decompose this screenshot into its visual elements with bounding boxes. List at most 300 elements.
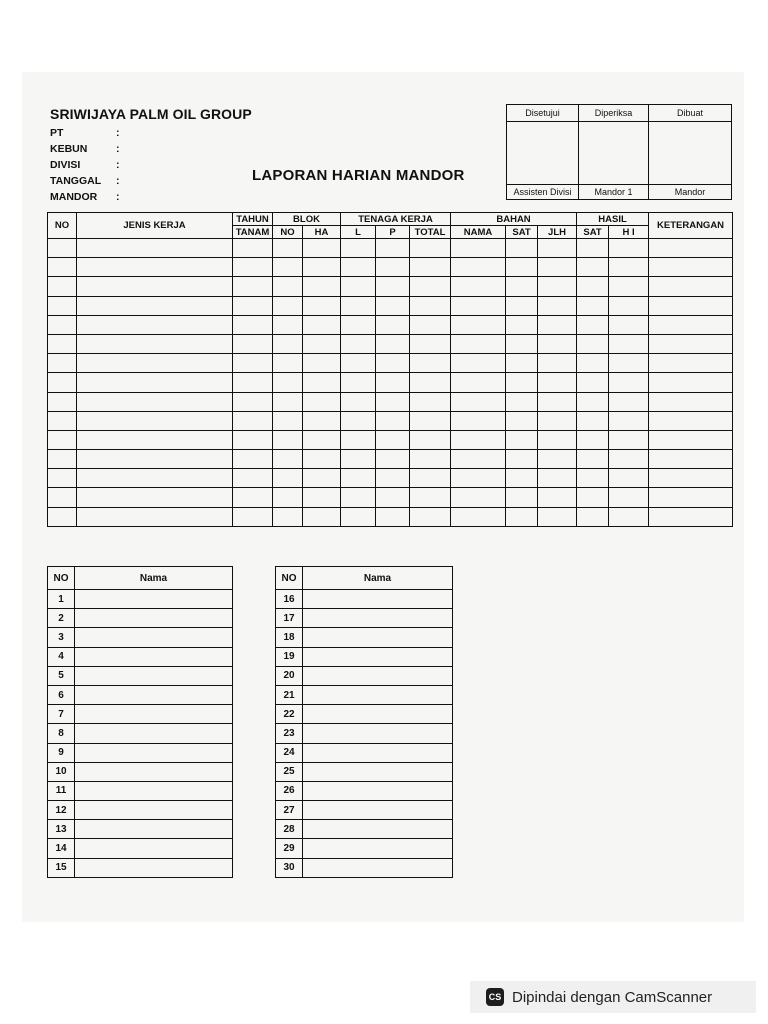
signature-cell bbox=[507, 122, 579, 185]
report-cell bbox=[341, 450, 376, 469]
report-cell bbox=[649, 373, 733, 392]
report-cell bbox=[649, 411, 733, 430]
name-list-number: 22 bbox=[276, 705, 303, 724]
report-cell bbox=[303, 507, 341, 526]
report-cell bbox=[273, 488, 303, 507]
name-list-number: 1 bbox=[48, 590, 75, 609]
name-list-rows bbox=[276, 590, 453, 878]
report-cell bbox=[410, 296, 451, 315]
report-cell bbox=[48, 239, 77, 258]
report-cell bbox=[233, 450, 273, 469]
report-row bbox=[48, 507, 733, 526]
name-list-name-cell bbox=[75, 781, 233, 800]
report-cell bbox=[451, 430, 506, 449]
name-list-number: 24 bbox=[276, 743, 303, 762]
approval-diperiksa: Diperiksa bbox=[579, 105, 649, 122]
report-cell bbox=[410, 315, 451, 334]
report-cell bbox=[233, 488, 273, 507]
report-cell bbox=[77, 277, 233, 296]
report-row bbox=[48, 239, 733, 258]
col-blok: BLOK bbox=[273, 213, 341, 226]
name-list-name-cell bbox=[75, 705, 233, 724]
report-cell bbox=[376, 258, 410, 277]
report-cell bbox=[48, 334, 77, 353]
name-list-row bbox=[48, 781, 233, 800]
name-list-name-cell bbox=[303, 839, 453, 858]
name-list-row bbox=[48, 685, 233, 704]
report-cell bbox=[376, 469, 410, 488]
name-list-left bbox=[47, 566, 233, 878]
name-list-number: 26 bbox=[276, 781, 303, 800]
scanner-text: Dipindai dengan CamScanner bbox=[512, 988, 713, 1006]
name-list-row bbox=[276, 801, 453, 820]
name-list-name-cell bbox=[303, 590, 453, 609]
report-cell bbox=[273, 296, 303, 315]
report-cell bbox=[233, 507, 273, 526]
report-row bbox=[48, 411, 733, 430]
name-list-number: 23 bbox=[276, 724, 303, 743]
report-cell bbox=[273, 315, 303, 334]
col-tk-l: L bbox=[341, 226, 376, 239]
report-cell bbox=[538, 373, 577, 392]
report-cell bbox=[609, 450, 649, 469]
name-list-row bbox=[48, 666, 233, 685]
report-cell bbox=[303, 334, 341, 353]
report-row bbox=[48, 430, 733, 449]
report-cell bbox=[451, 258, 506, 277]
report-cell bbox=[609, 315, 649, 334]
report-cell bbox=[577, 507, 609, 526]
report-row bbox=[48, 296, 733, 315]
report-cell bbox=[77, 430, 233, 449]
report-cell bbox=[233, 315, 273, 334]
signature-cell bbox=[579, 122, 649, 185]
report-cell bbox=[341, 373, 376, 392]
col-bahan: BAHAN bbox=[451, 213, 577, 226]
report-cell bbox=[451, 411, 506, 430]
report-cell bbox=[48, 469, 77, 488]
report-cell bbox=[506, 373, 538, 392]
name-list-row bbox=[48, 858, 233, 877]
report-cell bbox=[303, 315, 341, 334]
report-cell bbox=[376, 488, 410, 507]
name-list-name-cell bbox=[303, 858, 453, 877]
report-cell bbox=[341, 239, 376, 258]
report-cell bbox=[577, 258, 609, 277]
name-list-name-cell bbox=[303, 647, 453, 666]
name-list-number: 20 bbox=[276, 666, 303, 685]
report-cell bbox=[506, 411, 538, 430]
report-cell bbox=[233, 392, 273, 411]
report-cell bbox=[48, 450, 77, 469]
report-cell bbox=[649, 450, 733, 469]
name-list-row bbox=[48, 647, 233, 666]
report-cell bbox=[609, 488, 649, 507]
report-cell bbox=[410, 488, 451, 507]
approval-disetujui: Disetujui bbox=[507, 105, 579, 122]
report-cell bbox=[451, 450, 506, 469]
report-cell bbox=[233, 258, 273, 277]
signer-assisten: Assisten Divisi bbox=[507, 185, 579, 200]
name-list-name-header: Nama bbox=[75, 567, 233, 590]
report-cell bbox=[410, 450, 451, 469]
name-list-name-cell bbox=[75, 820, 233, 839]
report-cell bbox=[303, 296, 341, 315]
report-cell bbox=[303, 258, 341, 277]
col-no: NO bbox=[48, 213, 77, 239]
report-cell bbox=[341, 277, 376, 296]
report-cell bbox=[649, 430, 733, 449]
report-cell bbox=[233, 334, 273, 353]
name-list-number: 21 bbox=[276, 685, 303, 704]
report-cell bbox=[273, 392, 303, 411]
name-list-row bbox=[48, 609, 233, 628]
name-list-number: 17 bbox=[276, 609, 303, 628]
name-list-row bbox=[48, 762, 233, 781]
name-list-no-header: NO bbox=[48, 567, 75, 590]
report-cell bbox=[273, 507, 303, 526]
report-cell bbox=[538, 277, 577, 296]
name-list-number: 7 bbox=[48, 705, 75, 724]
report-cell bbox=[577, 373, 609, 392]
name-list-name-cell bbox=[303, 666, 453, 685]
report-row bbox=[48, 334, 733, 353]
name-list-row bbox=[276, 609, 453, 628]
report-cell bbox=[77, 354, 233, 373]
name-list-name-cell bbox=[75, 666, 233, 685]
name-list-row bbox=[276, 628, 453, 647]
report-cell bbox=[577, 354, 609, 373]
report-cell bbox=[649, 469, 733, 488]
report-cell bbox=[48, 488, 77, 507]
name-list-row bbox=[276, 820, 453, 839]
report-cell bbox=[376, 373, 410, 392]
col-keterangan: KETERANGAN bbox=[649, 213, 733, 239]
report-cell bbox=[538, 334, 577, 353]
report-rows bbox=[48, 239, 733, 527]
report-cell bbox=[273, 469, 303, 488]
report-cell bbox=[577, 239, 609, 258]
report-cell bbox=[376, 354, 410, 373]
report-cell bbox=[376, 392, 410, 411]
col-bahan-sat: SAT bbox=[506, 226, 538, 239]
report-cell bbox=[303, 373, 341, 392]
report-cell bbox=[538, 258, 577, 277]
report-cell bbox=[649, 334, 733, 353]
report-cell bbox=[410, 507, 451, 526]
name-list-number: 19 bbox=[276, 647, 303, 666]
name-list-row bbox=[276, 858, 453, 877]
report-cell bbox=[77, 507, 233, 526]
report-cell bbox=[649, 296, 733, 315]
report-cell bbox=[341, 296, 376, 315]
report-cell bbox=[303, 277, 341, 296]
report-cell bbox=[341, 507, 376, 526]
report-cell bbox=[233, 373, 273, 392]
report-cell bbox=[303, 354, 341, 373]
name-list-row bbox=[48, 628, 233, 647]
name-list-row bbox=[48, 801, 233, 820]
report-cell bbox=[233, 277, 273, 296]
name-list-row bbox=[48, 724, 233, 743]
report-cell bbox=[609, 354, 649, 373]
name-list-number: 27 bbox=[276, 801, 303, 820]
name-list-name-cell bbox=[75, 609, 233, 628]
col-blok-no: NO bbox=[273, 226, 303, 239]
name-list-row bbox=[276, 705, 453, 724]
report-cell bbox=[451, 507, 506, 526]
report-row bbox=[48, 450, 733, 469]
name-list-name-cell bbox=[75, 801, 233, 820]
report-cell bbox=[609, 296, 649, 315]
report-cell bbox=[77, 411, 233, 430]
report-cell bbox=[609, 469, 649, 488]
report-cell bbox=[77, 315, 233, 334]
report-cell bbox=[48, 392, 77, 411]
name-list-number: 25 bbox=[276, 762, 303, 781]
report-cell bbox=[303, 392, 341, 411]
report-cell bbox=[649, 258, 733, 277]
report-cell bbox=[273, 334, 303, 353]
field-mandor: MANDOR : bbox=[50, 191, 120, 203]
report-cell bbox=[506, 258, 538, 277]
report-cell bbox=[538, 411, 577, 430]
name-list-row bbox=[276, 743, 453, 762]
name-list-number: 14 bbox=[48, 839, 75, 858]
name-list-row bbox=[276, 724, 453, 743]
name-list-number: 15 bbox=[48, 858, 75, 877]
name-list-name-cell bbox=[303, 781, 453, 800]
report-cell bbox=[233, 411, 273, 430]
name-list-number: 2 bbox=[48, 609, 75, 628]
company-name: SRIWIJAYA PALM OIL GROUP bbox=[50, 106, 252, 122]
report-cell bbox=[233, 296, 273, 315]
report-cell bbox=[506, 488, 538, 507]
report-cell bbox=[451, 373, 506, 392]
report-cell bbox=[48, 430, 77, 449]
report-cell bbox=[233, 469, 273, 488]
name-list-number: 29 bbox=[276, 839, 303, 858]
name-list-number: 12 bbox=[48, 801, 75, 820]
report-cell bbox=[577, 277, 609, 296]
report-cell bbox=[77, 334, 233, 353]
report-cell bbox=[451, 277, 506, 296]
report-cell bbox=[577, 488, 609, 507]
name-list-number: 28 bbox=[276, 820, 303, 839]
name-list-row bbox=[276, 647, 453, 666]
report-cell bbox=[609, 277, 649, 296]
name-list-number: 6 bbox=[48, 685, 75, 704]
report-cell bbox=[506, 430, 538, 449]
name-list-name-header: Nama bbox=[303, 567, 453, 590]
report-cell bbox=[577, 296, 609, 315]
report-cell bbox=[538, 430, 577, 449]
name-list-name-cell bbox=[303, 628, 453, 647]
col-hasil-sat: SAT bbox=[577, 226, 609, 239]
report-cell bbox=[506, 469, 538, 488]
report-cell bbox=[538, 392, 577, 411]
report-cell bbox=[577, 334, 609, 353]
field-kebun: KEBUN : bbox=[50, 143, 120, 155]
report-cell bbox=[410, 277, 451, 296]
report-cell bbox=[48, 354, 77, 373]
name-list-row bbox=[48, 705, 233, 724]
report-cell bbox=[303, 469, 341, 488]
field-pt: PT : bbox=[50, 127, 120, 139]
col-tk-total: TOTAL bbox=[410, 226, 451, 239]
name-list-name-cell bbox=[75, 647, 233, 666]
report-cell bbox=[273, 258, 303, 277]
name-list-row bbox=[276, 839, 453, 858]
report-cell bbox=[77, 258, 233, 277]
name-list-name-cell bbox=[75, 743, 233, 762]
report-cell bbox=[303, 488, 341, 507]
report-cell bbox=[577, 411, 609, 430]
report-cell bbox=[376, 450, 410, 469]
name-list-number: 18 bbox=[276, 628, 303, 647]
report-cell bbox=[273, 354, 303, 373]
col-hasil-hi: H I bbox=[609, 226, 649, 239]
signer-mandor-1: Mandor 1 bbox=[579, 185, 649, 200]
report-cell bbox=[341, 315, 376, 334]
report-cell bbox=[609, 507, 649, 526]
report-cell bbox=[451, 354, 506, 373]
name-list-row bbox=[276, 685, 453, 704]
col-jenis-kerja: JENIS KERJA bbox=[77, 213, 233, 239]
name-list-name-cell bbox=[75, 724, 233, 743]
report-cell bbox=[609, 430, 649, 449]
report-cell bbox=[77, 450, 233, 469]
name-list-name-cell bbox=[75, 839, 233, 858]
name-list-name-cell bbox=[75, 858, 233, 877]
report-cell bbox=[506, 354, 538, 373]
report-cell bbox=[451, 488, 506, 507]
col-blok-ha: HA bbox=[303, 226, 341, 239]
report-cell bbox=[506, 315, 538, 334]
name-list-row bbox=[276, 762, 453, 781]
report-cell bbox=[410, 239, 451, 258]
header-fields bbox=[50, 125, 120, 205]
report-cell bbox=[649, 239, 733, 258]
report-cell bbox=[506, 334, 538, 353]
col-hasil: HASIL bbox=[577, 213, 649, 226]
report-cell bbox=[341, 392, 376, 411]
daily-report-table bbox=[47, 212, 733, 527]
report-cell bbox=[77, 469, 233, 488]
report-cell bbox=[376, 507, 410, 526]
report-cell bbox=[410, 354, 451, 373]
report-cell bbox=[538, 469, 577, 488]
report-cell bbox=[410, 258, 451, 277]
name-list-row bbox=[276, 781, 453, 800]
report-cell bbox=[577, 450, 609, 469]
name-list-number: 4 bbox=[48, 647, 75, 666]
name-list-name-cell bbox=[75, 685, 233, 704]
approval-dibuat: Dibuat bbox=[649, 105, 732, 122]
name-list-number: 13 bbox=[48, 820, 75, 839]
report-cell bbox=[649, 392, 733, 411]
report-cell bbox=[77, 296, 233, 315]
report-cell bbox=[538, 296, 577, 315]
report-cell bbox=[273, 239, 303, 258]
report-cell bbox=[48, 258, 77, 277]
report-cell bbox=[48, 411, 77, 430]
report-cell bbox=[609, 334, 649, 353]
report-cell bbox=[376, 334, 410, 353]
report-cell bbox=[649, 488, 733, 507]
report-cell bbox=[303, 430, 341, 449]
scanner-watermark bbox=[470, 981, 756, 1013]
signature-cell bbox=[649, 122, 732, 185]
report-cell bbox=[451, 315, 506, 334]
report-cell bbox=[506, 392, 538, 411]
name-list-number: 9 bbox=[48, 743, 75, 762]
name-list-name-cell bbox=[75, 762, 233, 781]
report-cell bbox=[649, 354, 733, 373]
report-cell bbox=[506, 296, 538, 315]
name-list-name-cell bbox=[75, 590, 233, 609]
report-cell bbox=[649, 507, 733, 526]
approval-box bbox=[506, 104, 732, 200]
report-cell bbox=[410, 430, 451, 449]
name-list-number: 16 bbox=[276, 590, 303, 609]
report-cell bbox=[341, 469, 376, 488]
report-cell bbox=[48, 296, 77, 315]
report-cell bbox=[376, 430, 410, 449]
name-list-number: 11 bbox=[48, 781, 75, 800]
signer-mandor: Mandor bbox=[649, 185, 732, 200]
report-row bbox=[48, 277, 733, 296]
report-cell bbox=[410, 373, 451, 392]
report-cell bbox=[451, 296, 506, 315]
report-cell bbox=[538, 507, 577, 526]
name-list-row bbox=[48, 590, 233, 609]
report-cell bbox=[376, 411, 410, 430]
report-cell bbox=[538, 488, 577, 507]
report-cell bbox=[410, 334, 451, 353]
name-list-rows bbox=[48, 590, 233, 878]
report-cell bbox=[341, 354, 376, 373]
report-cell bbox=[341, 430, 376, 449]
name-list-name-cell bbox=[303, 801, 453, 820]
col-tk-p: P bbox=[376, 226, 410, 239]
report-row bbox=[48, 392, 733, 411]
report-cell bbox=[77, 392, 233, 411]
name-list-number: 5 bbox=[48, 666, 75, 685]
report-cell bbox=[77, 488, 233, 507]
report-cell bbox=[506, 507, 538, 526]
report-cell bbox=[451, 469, 506, 488]
report-cell bbox=[506, 277, 538, 296]
name-list-row bbox=[48, 839, 233, 858]
name-list-name-cell bbox=[75, 628, 233, 647]
report-cell bbox=[48, 373, 77, 392]
name-list-row bbox=[276, 666, 453, 685]
camscanner-icon: CS bbox=[486, 988, 504, 1006]
name-list-right bbox=[275, 566, 453, 878]
report-cell bbox=[506, 239, 538, 258]
report-cell bbox=[273, 430, 303, 449]
report-cell bbox=[451, 334, 506, 353]
report-cell bbox=[48, 507, 77, 526]
report-cell bbox=[577, 430, 609, 449]
report-cell bbox=[376, 277, 410, 296]
report-cell bbox=[649, 277, 733, 296]
report-cell bbox=[303, 450, 341, 469]
report-cell bbox=[506, 450, 538, 469]
col-tenaga-kerja: TENAGA KERJA bbox=[341, 213, 451, 226]
report-cell bbox=[48, 315, 77, 334]
